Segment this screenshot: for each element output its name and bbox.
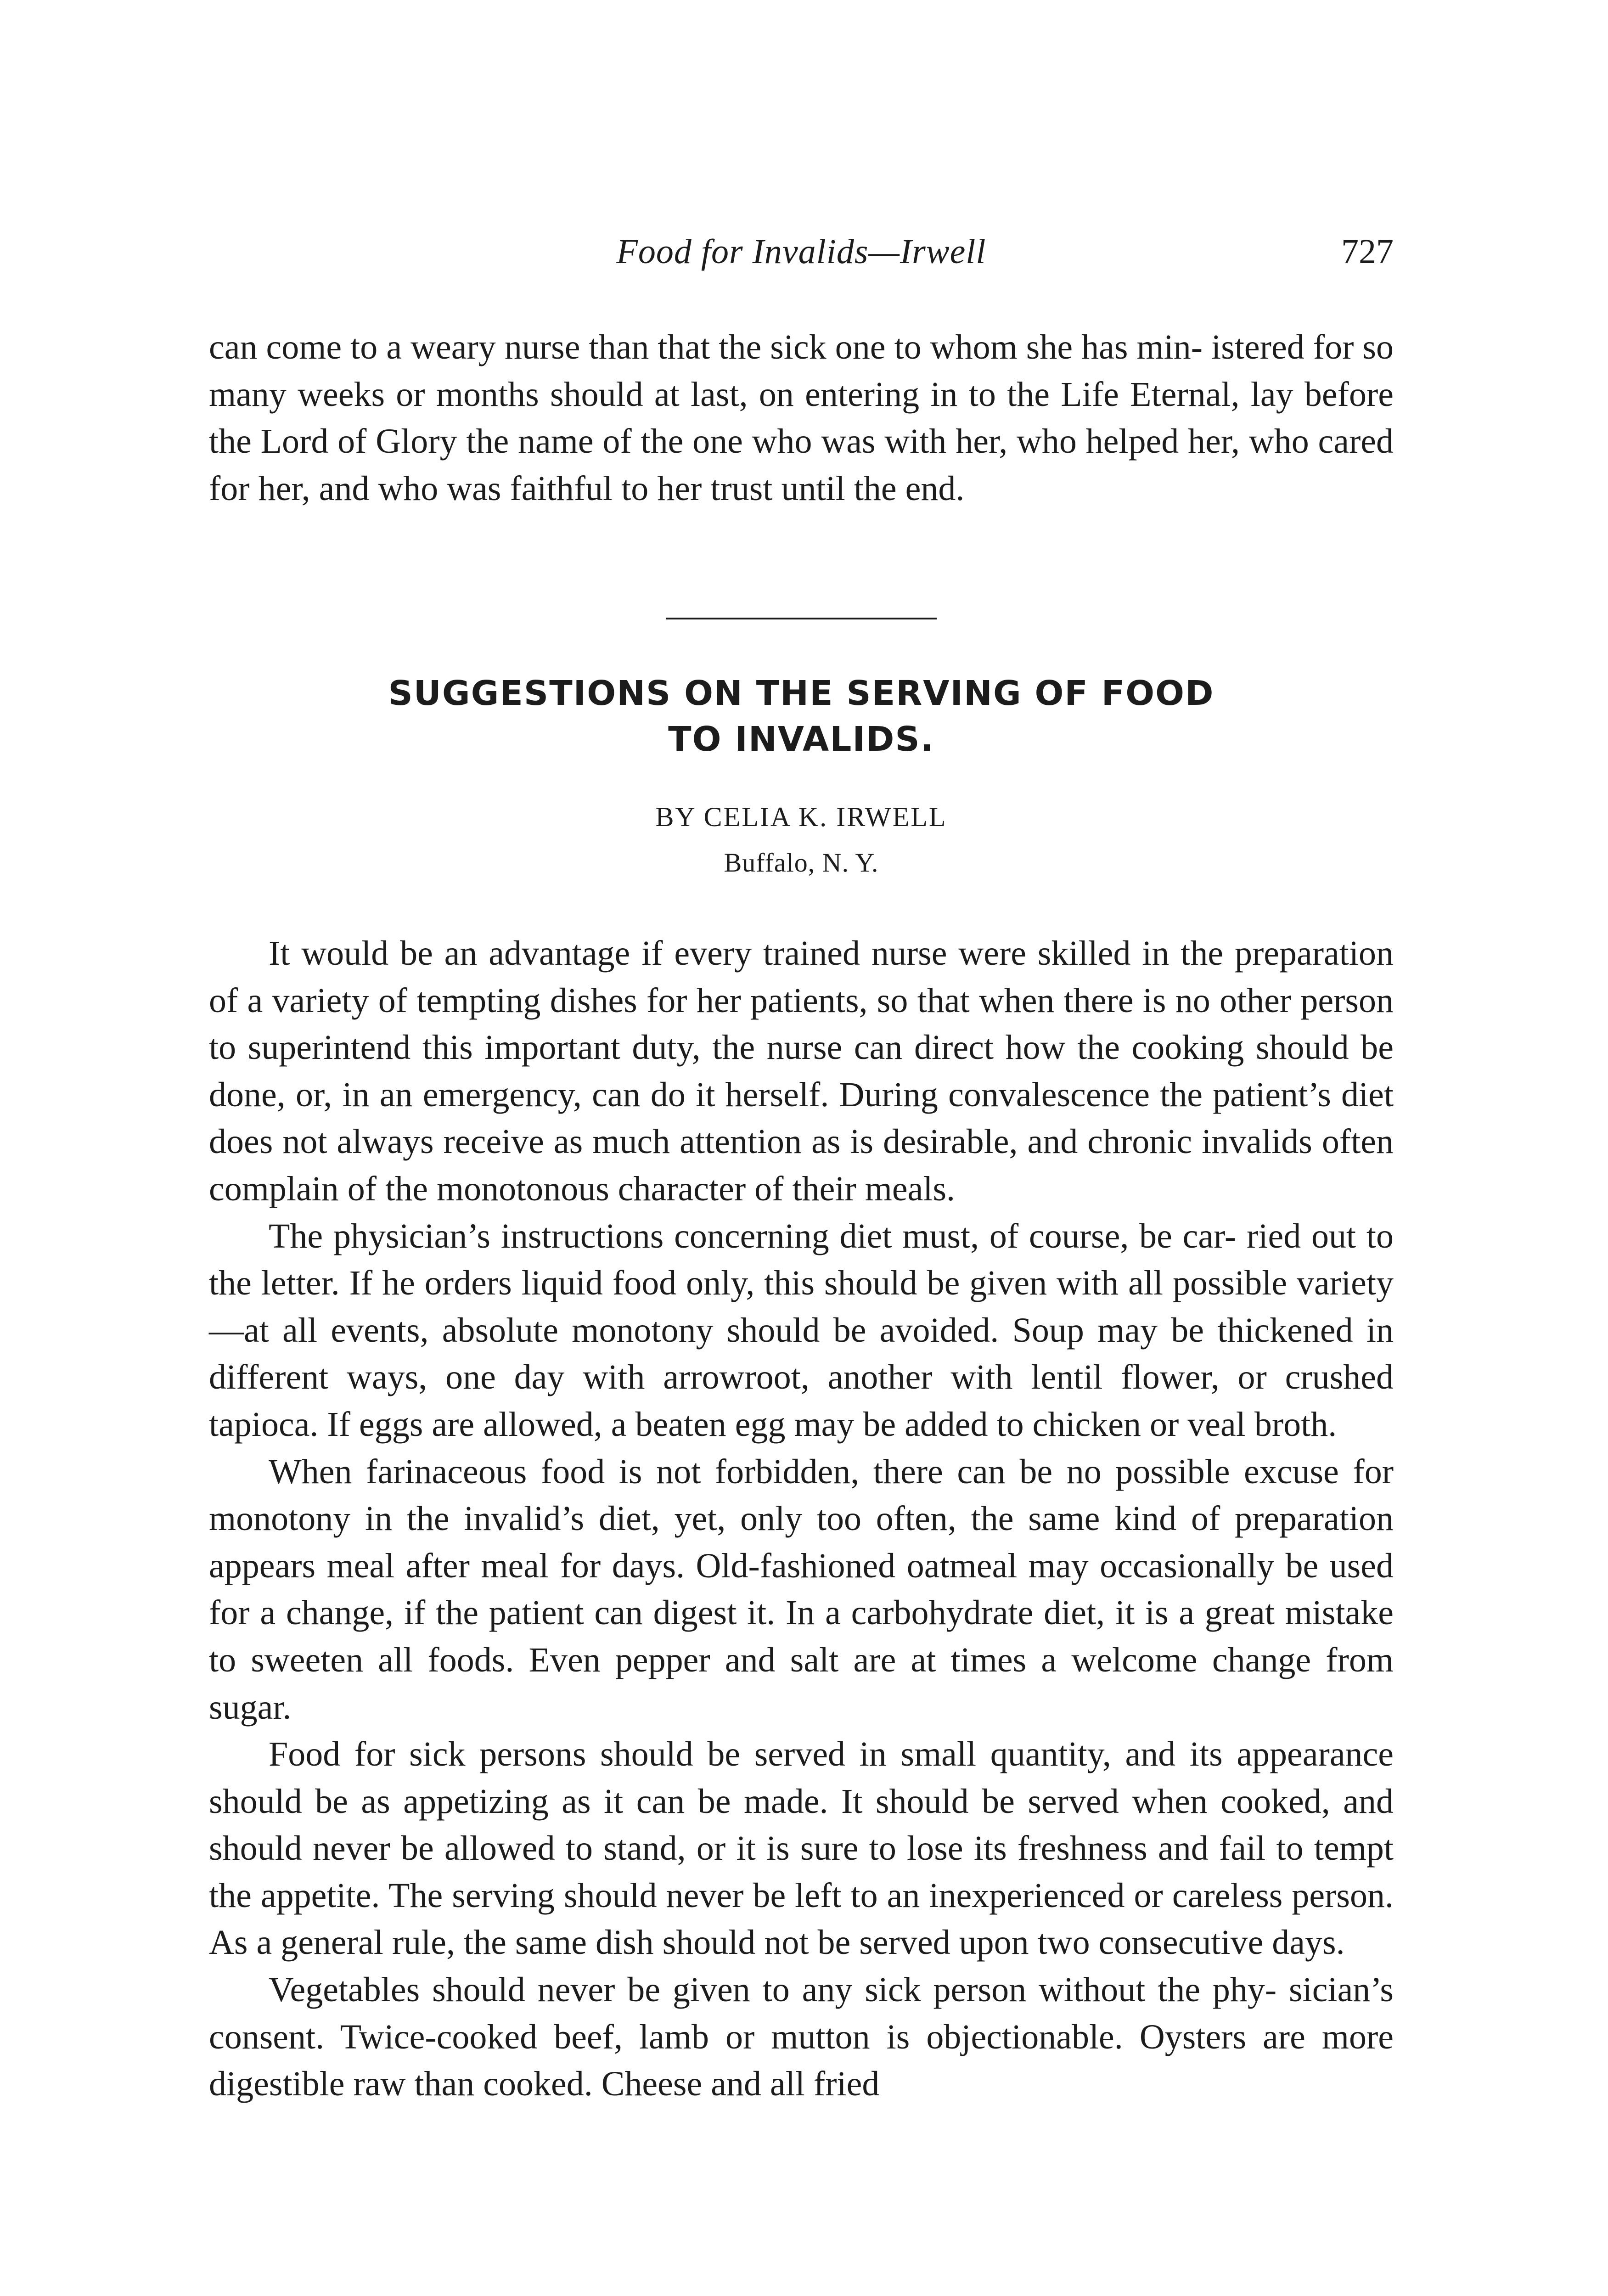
- paragraph: [209, 1966, 1394, 2108]
- text-line: arrowroot, another with lentil flower, or crushed tapioca. If eggs are: [209, 1358, 1394, 1444]
- text-line: the same dish should not be served upon two consecutive days.: [463, 1923, 1345, 1962]
- running-header: [209, 232, 1394, 282]
- text-line: preparation of a variety of tempting dishes for her patients, so that: [209, 934, 1394, 1020]
- text-line: Oysters are more digestible raw than cooked. Cheese and all fried: [209, 2017, 1394, 2104]
- author-byline: BY CELIA K. IRWELL: [655, 802, 947, 832]
- text-line: ried out to the letter. If he orders liquid food only, this should be: [209, 1216, 1394, 1303]
- text-line: served when cooked, and should never be allowed to stand, or it is sure: [209, 1782, 1394, 1868]
- text-line: The physician’s instructions concerning diet must, of course, be car-: [269, 1216, 1237, 1255]
- text-line: to her trust until the end.: [621, 469, 965, 508]
- text-line: was with her, who helped her, who cared for her, and who was faithful: [209, 422, 1394, 508]
- text-line: kind of preparation appears meal after meal for days. Old-fashioned: [209, 1499, 1394, 1585]
- running-title: Food for Invalids—Irwell: [616, 232, 986, 271]
- text-line: nurse can direct how the cooking should be done, or, in an emergency,: [209, 1028, 1394, 1114]
- text-line: can come to a weary nurse than that the sick one to whom she has min-: [209, 328, 1203, 366]
- text-line: appearance should be as appetizing as it can be made. It should be: [209, 1735, 1394, 1821]
- continued-paragraph: [209, 324, 1394, 512]
- text-line: Vegetables should never be given to any sick person without the phy-: [269, 1970, 1277, 2009]
- text-line: When farinaceous food is not forbidden, there can be no possible: [269, 1452, 1230, 1491]
- author-location: Buffalo, N. Y.: [724, 848, 879, 878]
- article-body: [209, 930, 1394, 2108]
- text-line: sician’s consent. Twice-cooked beef, lamb or mutton is objectionable.: [209, 1970, 1394, 2056]
- paragraph: [209, 1213, 1394, 1448]
- title-line: TO INVALIDS.: [668, 720, 934, 759]
- paragraph: [209, 1731, 1394, 1966]
- title-line: SUGGESTIONS ON THE SERVING OF FOOD: [388, 674, 1214, 713]
- text-line: to lose its freshness and fail to tempt the appetite. The serving should: [209, 1829, 1394, 1915]
- text-line: allowed, a beaten egg may be added to chicken or veal broth.: [483, 1405, 1337, 1444]
- paragraph: [209, 1448, 1394, 1731]
- text-line: often complain of the monotonous character of their meals.: [209, 1122, 1394, 1208]
- text-line: be avoided. Soup may be thickened in different ways, one day with: [209, 1311, 1394, 1397]
- text-line: Even pepper and salt are at times a welcome change from sugar.: [209, 1640, 1394, 1727]
- page-number: 727: [1341, 232, 1394, 271]
- text-line: It would be an advantage if every trained nurse were skilled in the: [269, 934, 1224, 973]
- text-line: Food for sick persons should be served in small quantity, and its: [269, 1735, 1223, 1774]
- text-line: when there is no other person to superintend this important duty, the: [209, 981, 1394, 1067]
- paragraph: [209, 930, 1394, 1213]
- section-divider: [666, 618, 937, 619]
- text-line: excuse for monotony in the invalid’s diet, yet, only too often, the same: [209, 1452, 1394, 1538]
- text-line: the Life Eternal, lay before the Lord of Glory the name of the one who: [209, 375, 1394, 461]
- text-line: never be left to an inexperienced or careless person. As a general rule,: [209, 1876, 1394, 1962]
- text-line: always receive as much attention as is desirable, and chronic invalids: [337, 1122, 1312, 1161]
- article-title: [209, 670, 1394, 762]
- text-line: oatmeal may occasionally be used for a change, if the patient can digest: [209, 1546, 1394, 1632]
- text-line: it. In a carbohydrate diet, it is a great mistake to sweeten all foods.: [209, 1593, 1394, 1679]
- text-line: given with all possible variety—at all events, absolute monotony should: [209, 1264, 1394, 1350]
- text-line: can do it herself. During convalescence the patient’s diet does not: [209, 1075, 1394, 1161]
- text-line: istered for so many weeks or months should at last, on entering in to: [209, 328, 1394, 414]
- continued-text: [209, 324, 1394, 512]
